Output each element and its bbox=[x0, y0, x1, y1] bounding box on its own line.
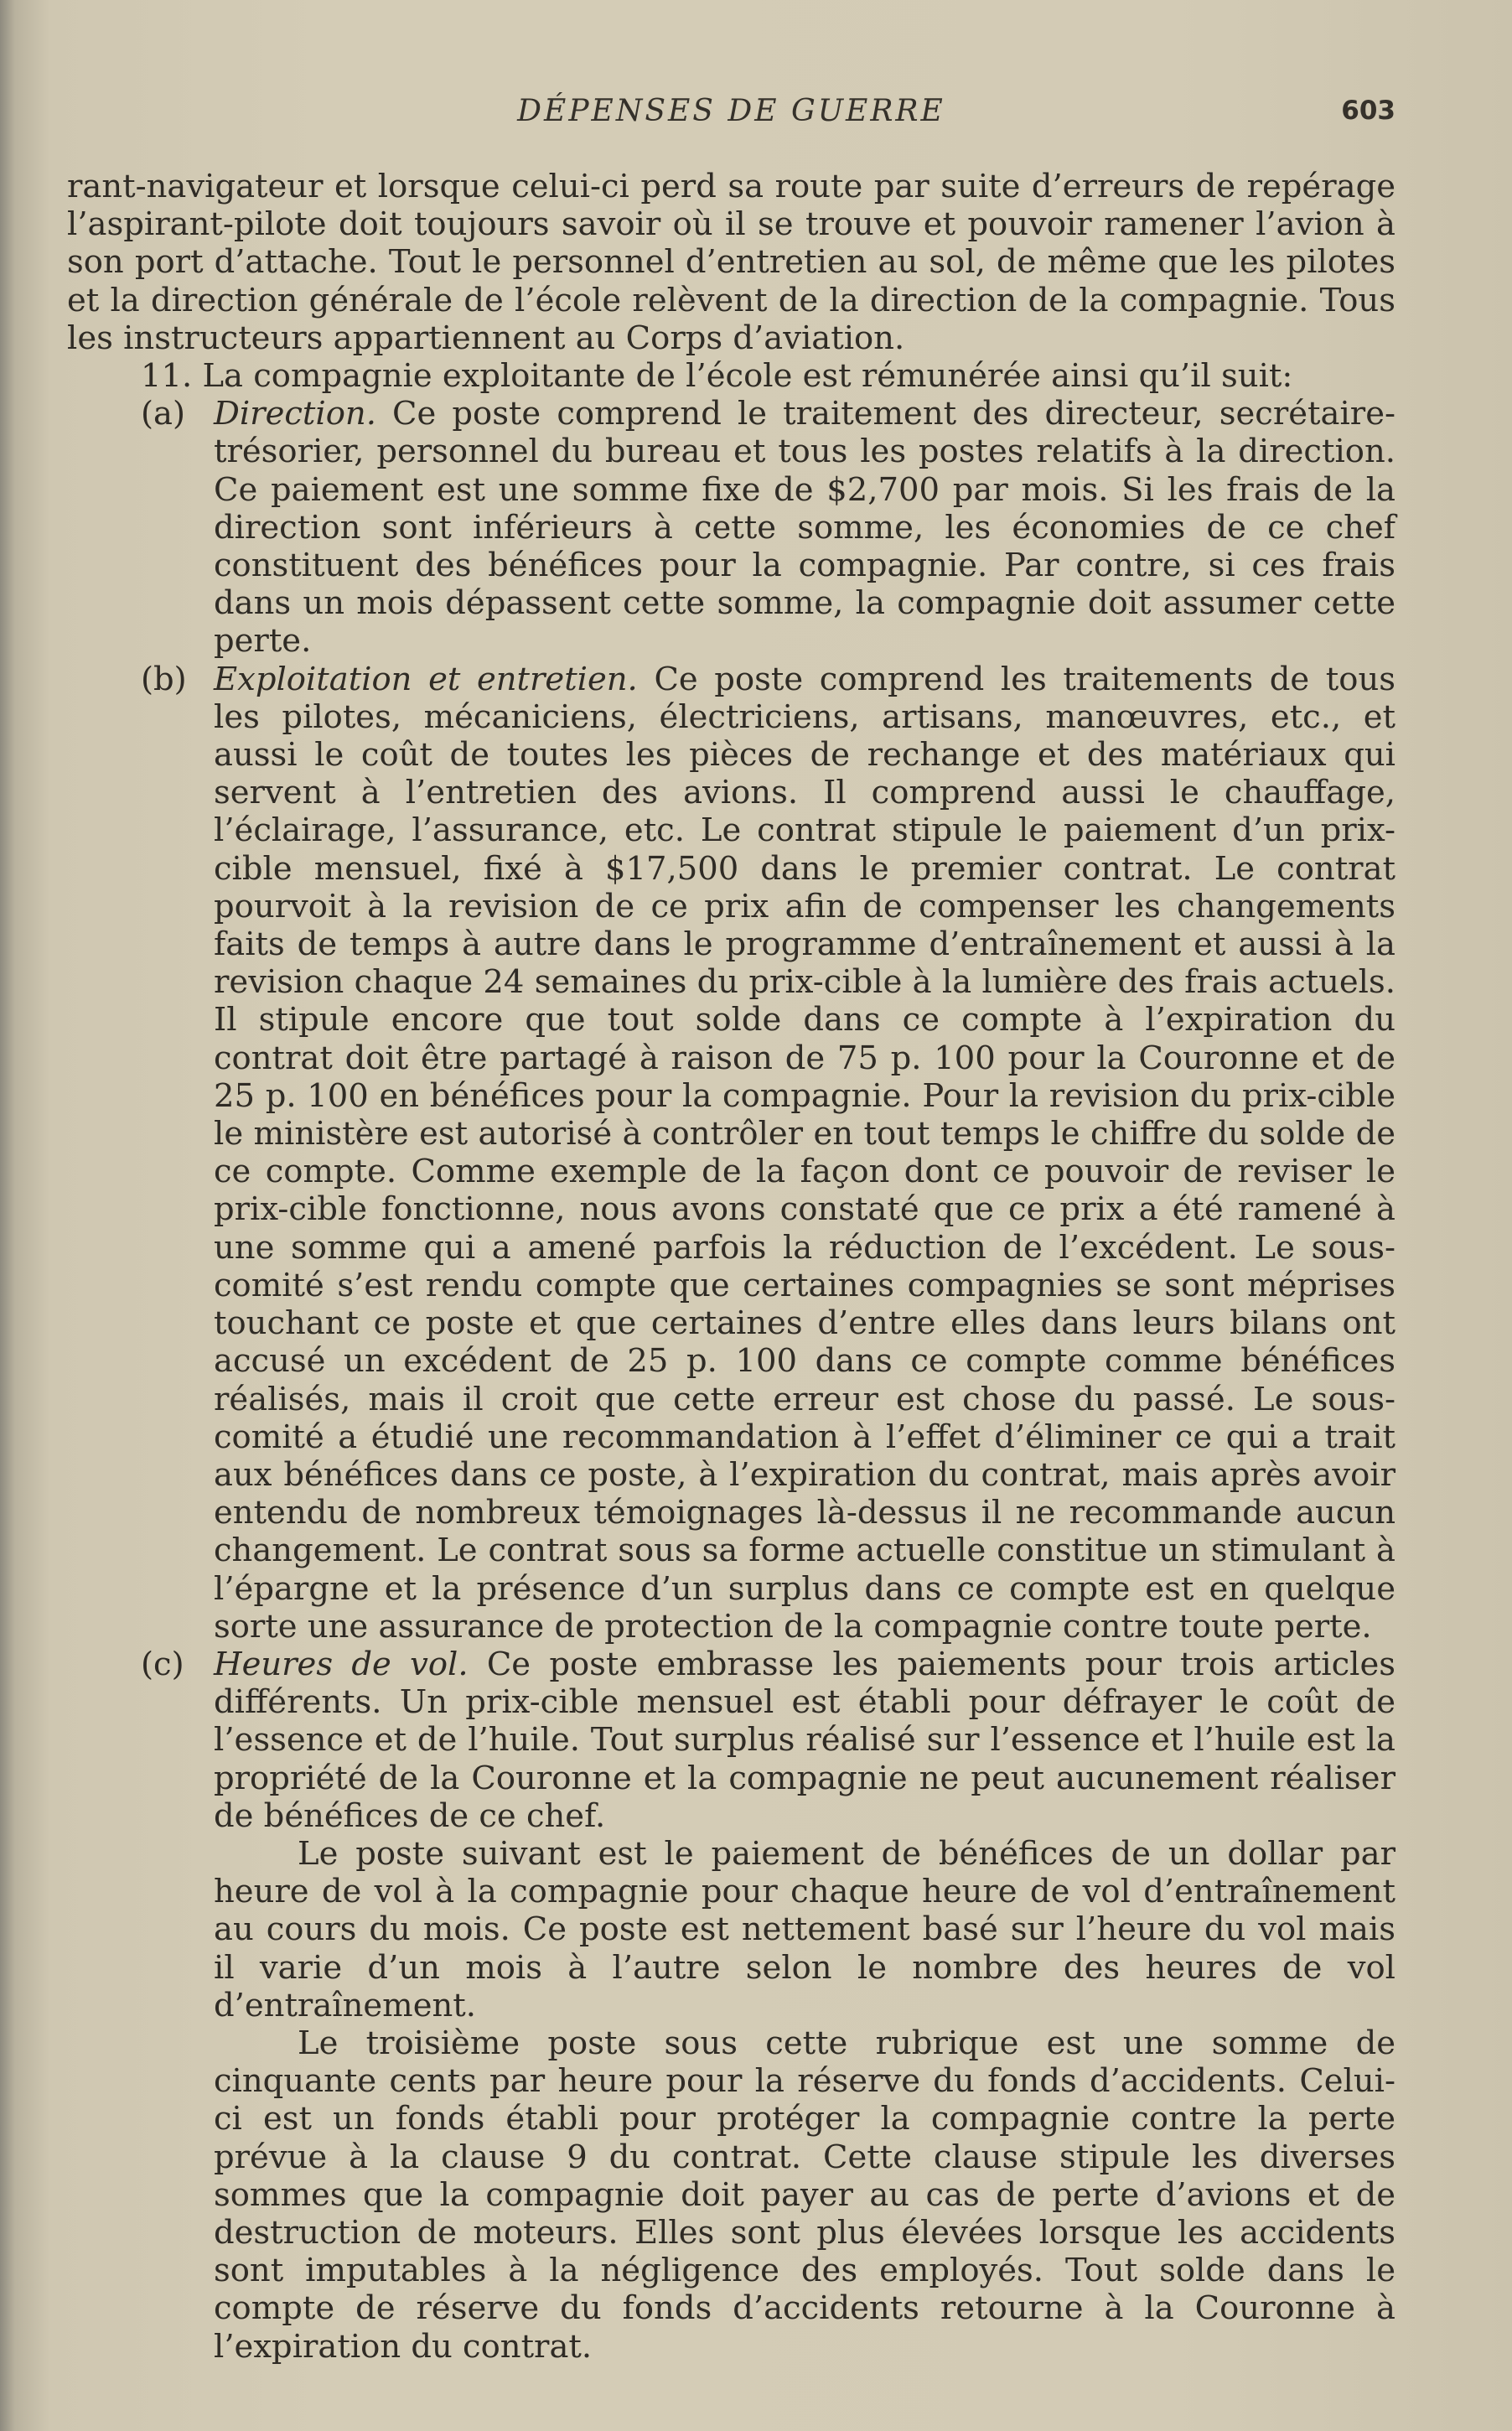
body-text bbox=[67, 168, 1395, 2366]
item-a bbox=[67, 395, 1395, 660]
item-b-heading: Exploitation et entretien. bbox=[214, 660, 638, 698]
page-number: 603 bbox=[1341, 96, 1395, 126]
item-a-text: Ce poste comprend le traitement des directeur, secrétaire-trésorier, personnel du bureau et tous les postes relatifs à la direction. Ce paiement est une somme fixe de $2,700 par mois. Si les frais de la direction sont inférieurs à cette somme, les économies de ce chef constituent des bénéfices pour la compagnie. Par contre, si ces frais dans un mois dépassent cette somme, la compagnie doit assumer cette perte. bbox=[214, 395, 1395, 661]
item-b-text: Ce poste comprend les traitements de tous les pilotes, mécaniciens, électriciens, artisans, manœuvres, etc., et aussi le coût de toutes les pièces de rechange et des matériaux qui servent à l’entretien des avions. Il comprend aussi le chauffage, l’éclairage, l’assurance, etc. Le contrat stipule le paiement d’un prix-cible mensuel, fixé à $17,500 dans le premier contrat. Le contrat pourvoit à la revision de ce prix afin de compenser les changements faits de temps à autre dans le programme d’entraînement et aussi à la revision chaque 24 semaines du prix-cible à la lumière des frais actuels. Il stipule encore que tout solde dans ce compte à l’expiration du contrat doit être partagé à raison de 75 p. 100 pour la Couronne et de 25 p. 100 en bénéfices pour la compagnie. Pour la revision du prix-cible le ministère est autorisé à contrôler en tout temps le chiffre du solde de ce compte. Comme exemple de la façon dont ce pouvoir de reviser le prix-cible fonctionne, nous avons constaté que ce prix a été ramené à une somme qui a amené parfois la réduction de l’excédent. Le sous-comité s’est rendu compte que certaines compagnies se sont méprises touchant ce poste et que certaines d’entre elles dans leurs bilans ont accusé un excédent de 25 p. 100 dans ce compte comme bénéfices réalisés, mais il croit que cette erreur est chose du passé. Le sous-comité a étudié une recommandation à l’effet d’éliminer ce qui a trait aux bénéfices dans ce poste, à l’expiration du contrat, mais après avoir entendu de nombreux témoignages là-dessus il ne recommande aucun changement. Le contrat sous sa forme actuelle constitue un stimulant à l’épargne et la présence d’un surplus dans ce compte est en quelque sorte une assurance de protection de la compagnie contre toute perte. bbox=[214, 660, 1395, 1646]
item-b bbox=[67, 661, 1395, 1646]
item-c-label: (c) bbox=[141, 1645, 184, 1683]
item-c-text: Ce poste embrasse les paiements pour trois articles différents. Un prix-cible mensuel est établi pour défrayer le coût de l’essence et de l’huile. Tout surplus réalisé sur l’essence et l’huile est la propriété de la Couronne et la compagnie ne peut aucunement réaliser de bénéfices de ce chef. bbox=[214, 1645, 1395, 1835]
item-c-heading: Heures de vol. bbox=[214, 1645, 469, 1683]
item-c-paragraph-3: Le troisième poste sous cette rubrique est une somme de cinquante cents par heure pour la réserve du fonds d’accidents. Celui-ci est un fonds établi pour protéger la compagnie contre la perte prévue à la clause 9 du contrat. Cette clause stipule les diverses sommes que la compagnie doit payer au cas de perte d’avions et de destruction de moteurs. Elles sont plus élevées lorsque les accidents sont imputables à la négligence des employés. Tout solde dans le compte de réserve du fonds d’accidents retourne à la Couronne à l’expiration du contrat. bbox=[214, 2024, 1395, 2366]
item-a-heading: Direction. bbox=[214, 395, 376, 433]
item-c-paragraph-2: Le poste suivant est le paiement de bénéfices de un dollar par heure de vol à la compagnie pour chaque heure de vol d’entraînement au cours du mois. Ce poste est nettement basé sur l’heure du vol mais il varie d’un mois à l’autre selon le nombre des heures de vol d’entraînement. bbox=[214, 1834, 1395, 2024]
running-header bbox=[67, 94, 1395, 144]
paragraph-11: 11. La compagnie exploitante de l’école est rémunérée ainsi qu’il suit: bbox=[141, 357, 1293, 396]
paragraph-intro: rant-navigateur et lorsque celui-ci perd sa route par suite d’erreurs de repérage l’aspirant-pilote doit toujours savoir où il se trouve et pouvoir ramener l’avion à son port d’attache. Tout le personnel d’entretien au sol, de même que les pilotes et la direction générale de l’école relèvent de la direction de la compagnie. Tous les instructeurs appartiennent au Corps d’aviation. bbox=[67, 168, 1395, 357]
item-a-label: (a) bbox=[141, 395, 185, 433]
running-title: DÉPENSES DE GUERRE bbox=[517, 94, 945, 128]
item-b-label: (b) bbox=[141, 660, 187, 698]
item-c bbox=[67, 1646, 1395, 1835]
